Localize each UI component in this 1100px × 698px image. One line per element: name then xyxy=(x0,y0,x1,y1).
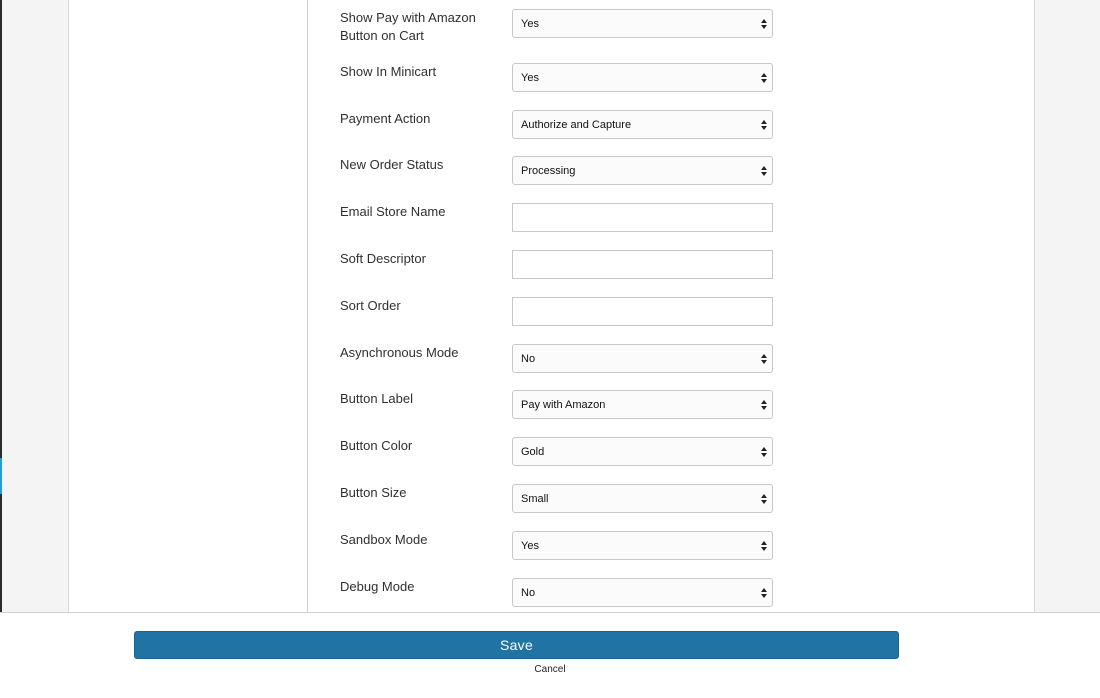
sandbox-mode-select[interactable] xyxy=(512,531,773,560)
field-label: New Order Status xyxy=(340,157,444,172)
select-arrows-icon xyxy=(761,492,767,506)
email-store-name-input[interactable] xyxy=(512,203,773,232)
select-arrows-icon xyxy=(761,398,767,412)
select-value: Gold xyxy=(521,446,545,458)
field-label: Show Pay with Amazon Button on Cart xyxy=(340,10,476,43)
select-value: Pay with Amazon xyxy=(521,399,606,411)
select-value: Yes xyxy=(521,540,539,552)
select-arrows-icon xyxy=(761,445,767,459)
soft-descriptor-input[interactable] xyxy=(512,250,773,279)
show-on-cart-select[interactable] xyxy=(512,9,773,38)
button-color-select[interactable] xyxy=(512,437,773,466)
field-label: Soft Descriptor xyxy=(340,251,426,266)
field-label: Asynchronous Mode xyxy=(340,345,459,360)
field-label: Show In Minicart xyxy=(340,64,437,79)
select-arrows-icon xyxy=(761,164,767,178)
select-value: Yes xyxy=(521,72,539,84)
select-arrows-icon xyxy=(761,586,767,600)
modal-footer xyxy=(0,612,1100,698)
field-label: Button Label xyxy=(340,391,414,406)
select-value: Authorize and Capture xyxy=(521,119,632,131)
button-size-select[interactable] xyxy=(512,484,773,513)
select-arrows-icon xyxy=(761,17,767,31)
sort-order-input[interactable] xyxy=(512,297,773,326)
payment-action-select[interactable] xyxy=(512,110,773,139)
show-in-minicart-select[interactable] xyxy=(512,63,773,92)
asynchronous-mode-select[interactable] xyxy=(512,344,773,373)
field-label: Button Size xyxy=(340,485,407,500)
column-divider xyxy=(307,0,308,612)
field-label: Sort Order xyxy=(340,298,401,313)
debug-mode-select[interactable] xyxy=(512,578,773,607)
field-label: Email Store Name xyxy=(340,204,446,219)
select-arrows-icon xyxy=(761,118,767,132)
select-arrows-icon xyxy=(761,71,767,85)
save-button[interactable]: Save xyxy=(134,631,899,659)
field-label: Sandbox Mode xyxy=(340,532,428,547)
cancel-link[interactable]: Cancel xyxy=(534,664,566,675)
select-value: No xyxy=(521,587,536,599)
field-label: Button Color xyxy=(340,438,413,453)
select-arrows-icon xyxy=(761,539,767,553)
select-value: Yes xyxy=(521,18,539,30)
new-order-status-select[interactable] xyxy=(512,156,773,185)
select-value: No xyxy=(521,353,536,365)
field-label: Payment Action xyxy=(340,111,431,126)
select-value: Processing xyxy=(521,165,576,177)
select-value: Small xyxy=(521,493,549,505)
button-label-select[interactable] xyxy=(512,390,773,419)
select-arrows-icon xyxy=(761,352,767,366)
field-label: Debug Mode xyxy=(340,579,415,594)
